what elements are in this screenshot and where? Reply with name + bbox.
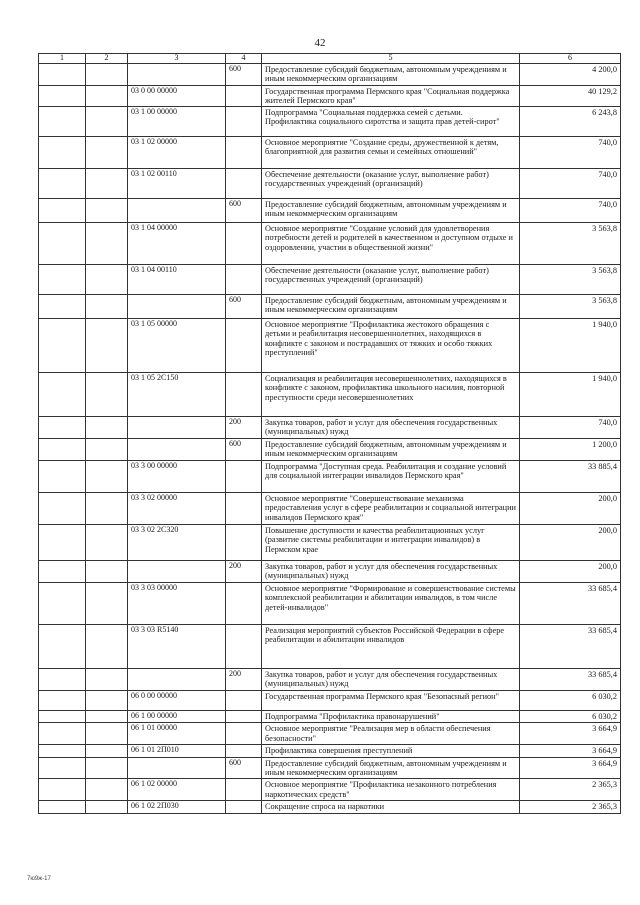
cell-col1 xyxy=(39,169,86,199)
cell-col1 xyxy=(39,757,86,779)
cell-amount: 33 685,4 xyxy=(520,669,621,691)
cell-expense-type xyxy=(226,493,262,525)
table-row xyxy=(39,85,621,107)
cell-expense-type xyxy=(226,137,262,169)
cell-amount: 6 030,2 xyxy=(520,711,621,723)
cell-expense-type xyxy=(226,525,262,561)
cell-col2 xyxy=(86,525,128,561)
cell-expense-type xyxy=(226,107,262,137)
cell-expense-type xyxy=(226,711,262,723)
cell-expense-type xyxy=(226,583,262,625)
cell-col1 xyxy=(39,223,86,265)
cell-col1 xyxy=(39,801,86,813)
cell-col2 xyxy=(86,493,128,525)
table-row xyxy=(39,625,621,669)
cell-expense-type xyxy=(226,691,262,711)
table-row xyxy=(39,745,621,757)
cell-expense-type: 600 xyxy=(226,199,262,223)
cell-target-code xyxy=(128,295,226,319)
cell-col2 xyxy=(86,107,128,137)
table-row xyxy=(39,295,621,319)
cell-col1 xyxy=(39,107,86,137)
cell-expense-type xyxy=(226,373,262,417)
cell-name: Предоставление субсидий бюджетным, автономным учреждениям и иным некоммерческим организациям xyxy=(262,199,520,223)
cell-name: Основное мероприятие "Профилактика незаконного потребления наркотических средств" xyxy=(262,779,520,801)
column-header: 5 xyxy=(262,54,520,64)
cell-name: Основное мероприятие "Формирование и совершенствование системы комплексной реабилитации и абилитации инвалидов, в том числе детей-инвалидов" xyxy=(262,583,520,625)
cell-amount: 2 365,3 xyxy=(520,801,621,813)
cell-name: Государственная программа Пермского края "Безопасный регион" xyxy=(262,691,520,711)
column-header: 2 xyxy=(86,54,128,64)
cell-col2 xyxy=(86,757,128,779)
table-row xyxy=(39,779,621,801)
cell-col1 xyxy=(39,64,86,86)
cell-col2 xyxy=(86,583,128,625)
cell-name: Предоставление субсидий бюджетным, автономным учреждениям и иным некоммерческим организациям xyxy=(262,757,520,779)
cell-col2 xyxy=(86,625,128,669)
table-row xyxy=(39,711,621,723)
cell-target-code xyxy=(128,561,226,583)
cell-col2 xyxy=(86,561,128,583)
cell-amount: 200,0 xyxy=(520,493,621,525)
table-row xyxy=(39,757,621,779)
cell-col1 xyxy=(39,745,86,757)
cell-target-code: 03 3 03 00000 xyxy=(128,583,226,625)
table-row xyxy=(39,137,621,169)
table-row xyxy=(39,199,621,223)
footer-mark: 7ю9ж-17 xyxy=(27,876,51,882)
cell-name: Социализация и реабилитация несовершеннолетних, находящихся в конфликте с законом, профилактика школьного насилия, повторной преступности среди несовершеннолетних xyxy=(262,373,520,417)
cell-target-code: 03 1 02 00110 xyxy=(128,169,226,199)
cell-target-code xyxy=(128,669,226,691)
table-body xyxy=(39,64,621,814)
table-row xyxy=(39,561,621,583)
cell-col1 xyxy=(39,493,86,525)
cell-col1 xyxy=(39,85,86,107)
cell-amount: 6 030,2 xyxy=(520,691,621,711)
cell-name: Профилактика совершения преступлений xyxy=(262,745,520,757)
cell-target-code xyxy=(128,757,226,779)
cell-name: Предоставление субсидий бюджетным, автономным учреждениям и иным некоммерческим организациям xyxy=(262,64,520,86)
cell-amount: 1 940,0 xyxy=(520,373,621,417)
table-row xyxy=(39,669,621,691)
cell-col2 xyxy=(86,745,128,757)
cell-name: Повышение доступности и качества реабилитационных услуг (развитие системы реабилитации и интеграции инвалидов) в Пермском крае xyxy=(262,525,520,561)
table-row xyxy=(39,417,621,439)
cell-expense-type xyxy=(226,779,262,801)
cell-amount: 740,0 xyxy=(520,417,621,439)
cell-name: Предоставление субсидий бюджетным, автономным учреждениям и иным некоммерческим организациям xyxy=(262,295,520,319)
cell-target-code: 06 1 01 00000 xyxy=(128,723,226,745)
cell-expense-type xyxy=(226,85,262,107)
cell-col1 xyxy=(39,417,86,439)
table-row xyxy=(39,691,621,711)
cell-amount: 6 243,8 xyxy=(520,107,621,137)
cell-col1 xyxy=(39,625,86,669)
cell-amount: 33 685,4 xyxy=(520,583,621,625)
cell-col1 xyxy=(39,265,86,295)
cell-amount: 3 563,8 xyxy=(520,295,621,319)
cell-amount: 200,0 xyxy=(520,525,621,561)
cell-target-code: 06 1 01 2П010 xyxy=(128,745,226,757)
cell-target-code: 03 1 04 00000 xyxy=(128,223,226,265)
cell-col2 xyxy=(86,373,128,417)
cell-col2 xyxy=(86,319,128,373)
cell-target-code xyxy=(128,417,226,439)
cell-col2 xyxy=(86,265,128,295)
cell-col1 xyxy=(39,711,86,723)
cell-name: Основное мероприятие "Создание среды, дружественной к детям, благоприятной для развития семьи и семейных отношений" xyxy=(262,137,520,169)
cell-name: Закупка товаров, работ и услуг для обеспечения государственных (муниципальных) нужд xyxy=(262,669,520,691)
cell-col2 xyxy=(86,461,128,493)
cell-amount: 33 885,4 xyxy=(520,461,621,493)
cell-expense-type: 600 xyxy=(226,757,262,779)
table-row xyxy=(39,461,621,493)
cell-col2 xyxy=(86,137,128,169)
page-number: 42 xyxy=(314,37,326,49)
cell-amount: 3 563,8 xyxy=(520,223,621,265)
cell-expense-type xyxy=(226,625,262,669)
table-row xyxy=(39,319,621,373)
cell-target-code: 06 1 00 00000 xyxy=(128,711,226,723)
table-row xyxy=(39,373,621,417)
cell-target-code: 03 1 05 00000 xyxy=(128,319,226,373)
table-row xyxy=(39,525,621,561)
table-row xyxy=(39,107,621,137)
cell-col1 xyxy=(39,669,86,691)
table-row xyxy=(39,223,621,265)
cell-expense-type xyxy=(226,723,262,745)
cell-amount: 200,0 xyxy=(520,561,621,583)
cell-col1 xyxy=(39,723,86,745)
cell-col2 xyxy=(86,779,128,801)
cell-target-code: 03 1 02 00000 xyxy=(128,137,226,169)
cell-col2 xyxy=(86,64,128,86)
cell-target-code: 03 0 00 00000 xyxy=(128,85,226,107)
cell-name: Основное мероприятие "Создание условий для удовлетворения потребности детей и родителей в качественном и доступном отдыхе и оздоровлении, участии в общественной жизни" xyxy=(262,223,520,265)
cell-name: Сокращение спроса на наркотики xyxy=(262,801,520,813)
cell-target-code: 03 1 04 00110 xyxy=(128,265,226,295)
table-row xyxy=(39,493,621,525)
cell-name: Подпрограмма "Доступная среда. Реабилитация и создание условий для социальной интеграции инвалидов Пермского края" xyxy=(262,461,520,493)
cell-target-code xyxy=(128,439,226,461)
table-row xyxy=(39,265,621,295)
cell-amount: 1 940,0 xyxy=(520,319,621,373)
cell-expense-type xyxy=(226,169,262,199)
cell-amount: 740,0 xyxy=(520,169,621,199)
table-row xyxy=(39,801,621,813)
cell-target-code: 03 3 02 00000 xyxy=(128,493,226,525)
cell-expense-type xyxy=(226,461,262,493)
cell-col1 xyxy=(39,137,86,169)
table-row xyxy=(39,169,621,199)
cell-target-code: 03 3 03 R5140 xyxy=(128,625,226,669)
cell-name: Закупка товаров, работ и услуг для обеспечения государственных (муниципальных) нужд xyxy=(262,561,520,583)
cell-col2 xyxy=(86,169,128,199)
cell-target-code: 06 0 00 00000 xyxy=(128,691,226,711)
cell-col1 xyxy=(39,779,86,801)
cell-amount: 1 200,0 xyxy=(520,439,621,461)
cell-col2 xyxy=(86,199,128,223)
cell-amount: 3 664,9 xyxy=(520,745,621,757)
cell-target-code xyxy=(128,199,226,223)
cell-col1 xyxy=(39,199,86,223)
cell-expense-type xyxy=(226,801,262,813)
cell-col2 xyxy=(86,691,128,711)
cell-amount: 40 129,2 xyxy=(520,85,621,107)
cell-amount: 3 563,8 xyxy=(520,265,621,295)
table-row xyxy=(39,583,621,625)
cell-col1 xyxy=(39,561,86,583)
cell-name: Основное мероприятие "Реализация мер в области обеспечения безопасности" xyxy=(262,723,520,745)
cell-col2 xyxy=(86,723,128,745)
cell-col1 xyxy=(39,525,86,561)
cell-name: Основное мероприятие "Профилактика жестокого обращения с детьми и реабилитация несовершеннолетних, находящихся в конфликте с законом и пострадавших от тяжких и особо тяжких преступлений" xyxy=(262,319,520,373)
cell-name: Государственная программа Пермского края "Социальная поддержка жителей Пермского края" xyxy=(262,85,520,107)
cell-expense-type xyxy=(226,223,262,265)
cell-col2 xyxy=(86,439,128,461)
cell-expense-type xyxy=(226,265,262,295)
cell-name: Реализация мероприятий субъектов Российской Федерации в сфере реабилитации и абилитации инвалидов xyxy=(262,625,520,669)
cell-col2 xyxy=(86,801,128,813)
cell-amount: 740,0 xyxy=(520,137,621,169)
column-header: 3 xyxy=(128,54,226,64)
cell-name: Предоставление субсидий бюджетным, автономным учреждениям и иным некоммерческим организациям xyxy=(262,439,520,461)
cell-name: Подпрограмма "Профилактика правонарушений" xyxy=(262,711,520,723)
cell-expense-type xyxy=(226,745,262,757)
cell-target-code: 06 1 02 00000 xyxy=(128,779,226,801)
cell-col2 xyxy=(86,223,128,265)
cell-expense-type: 200 xyxy=(226,561,262,583)
cell-col1 xyxy=(39,373,86,417)
cell-col2 xyxy=(86,295,128,319)
column-header: 1 xyxy=(39,54,86,64)
cell-target-code: 06 1 02 2П030 xyxy=(128,801,226,813)
cell-col1 xyxy=(39,691,86,711)
cell-expense-type: 200 xyxy=(226,669,262,691)
cell-amount: 2 365,3 xyxy=(520,779,621,801)
cell-amount: 3 664,9 xyxy=(520,757,621,779)
cell-target-code: 03 3 02 2С320 xyxy=(128,525,226,561)
cell-expense-type: 600 xyxy=(226,439,262,461)
cell-expense-type xyxy=(226,319,262,373)
cell-col1 xyxy=(39,295,86,319)
table-row xyxy=(39,64,621,86)
cell-col1 xyxy=(39,461,86,493)
cell-col1 xyxy=(39,439,86,461)
cell-col2 xyxy=(86,711,128,723)
cell-expense-type: 200 xyxy=(226,417,262,439)
cell-name: Закупка товаров, работ и услуг для обеспечения государственных (муниципальных) нужд xyxy=(262,417,520,439)
table-header-row xyxy=(39,54,621,64)
cell-amount: 33 685,4 xyxy=(520,625,621,669)
cell-amount: 3 664,9 xyxy=(520,723,621,745)
budget-table xyxy=(38,53,621,814)
cell-name: Обеспечение деятельности (оказание услуг, выполнение работ) государственных учреждений (организаций) xyxy=(262,265,520,295)
cell-col2 xyxy=(86,85,128,107)
cell-target-code: 03 1 05 2С150 xyxy=(128,373,226,417)
cell-col1 xyxy=(39,319,86,373)
cell-col1 xyxy=(39,583,86,625)
cell-expense-type: 600 xyxy=(226,295,262,319)
column-header: 4 xyxy=(226,54,262,64)
cell-name: Подпрограмма "Социальная поддержка семей с детьми. Профилактика социального сиротства и защита прав детей-сирот" xyxy=(262,107,520,137)
cell-target-code: 03 3 00 00000 xyxy=(128,461,226,493)
column-header: 6 xyxy=(520,54,621,64)
cell-col2 xyxy=(86,417,128,439)
cell-col2 xyxy=(86,669,128,691)
cell-target-code xyxy=(128,64,226,86)
cell-name: Обеспечение деятельности (оказание услуг, выполнение работ) государственных учреждений (организаций) xyxy=(262,169,520,199)
cell-amount: 740,0 xyxy=(520,199,621,223)
cell-expense-type: 600 xyxy=(226,64,262,86)
cell-target-code: 03 1 00 00000 xyxy=(128,107,226,137)
cell-amount: 4 200,0 xyxy=(520,64,621,86)
table-row xyxy=(39,723,621,745)
table-row xyxy=(39,439,621,461)
cell-name: Основное мероприятие "Совершенствование механизма предоставления услуг в сфере реабилитации и социальной интеграции инвалидов Пермского края" xyxy=(262,493,520,525)
